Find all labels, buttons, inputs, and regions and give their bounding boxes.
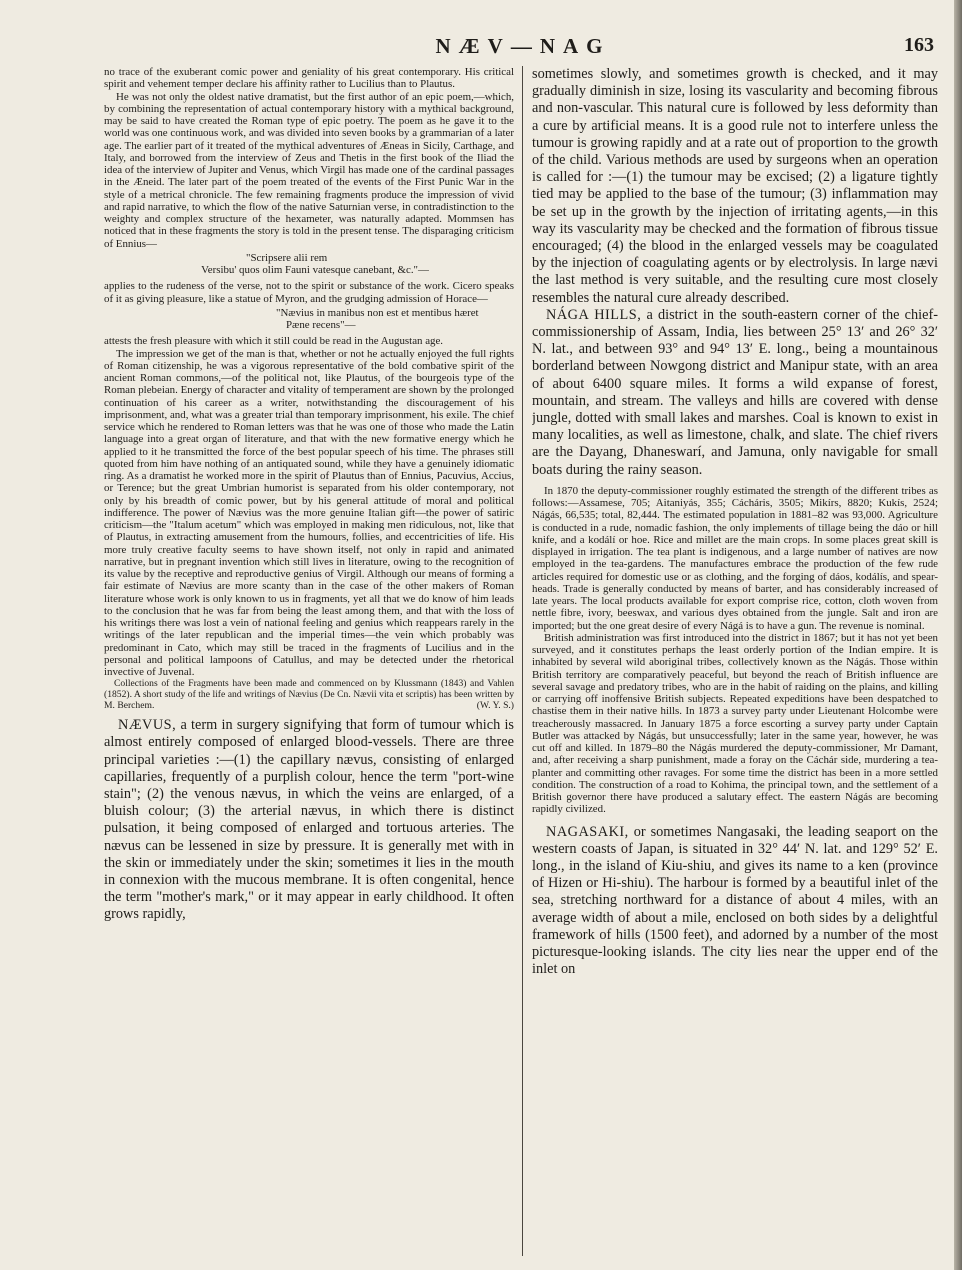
quotation-horace [104,307,514,332]
author-signature: (W. Y. S.) [476,700,514,712]
naevus-article [104,717,514,923]
page-header [104,30,942,60]
article-text: a district in the south-eastern corner of the chief-commissionership of Assam, India, lies between 25° 13′ and 26° 32′ N. lat., and between 93° and 94° 13′ E. long., being a mountainous borderland between Nowgong district and Manipur state, with an area of about 6400 square miles. It forms a wild expanse of forest, mountain, and stream. The valleys and hills are covered with dense jungle, dotted with small lakes and marshes. Coal is known to exist in many localities, as well as limestone, chalk, and slate. The chief rivers are the Dayang, Dhaneswarí, and Jamuna, only navigable for small boats during the rainy season. [532,306,938,478]
quotation-ennius [104,252,514,277]
column-divider [522,66,523,1256]
naevus-article-continued [532,66,938,479]
left-column [104,66,514,1264]
running-head: NÆV—NAG [435,34,611,58]
headword: NÆVUS, [118,717,177,734]
nagasaki-article [532,824,938,979]
paragraph: no trace of the exuberant comic power and geniality of his great contemporary. His critical spirit and vehement temper declare his affinity rather to Lucilius than to Plautus. [104,66,514,91]
article-text: or sometimes Nangasaki, the leading seaport on the western coasts of Japan, is situated in 32° 44′ N. lat. and 129° 52′ E. long., in the island of Kiu-shiu, and gives its name to a ken (province of Hizen or Hi-shiu). The harbour is formed by a beautiful inlet of the sea, stretching northward for a distance of about 4 miles, with an average width of about a mile, enclosed on both sides by a delightful framework of hills (1500 feet), and adorned by a number of the most picturesque-looking islands. The city lies near the upper end of the inlet on [532,823,938,978]
naga-hills-article [532,307,938,479]
naevius-article-end [104,66,514,678]
quote-line: "Scripsere alii rem [246,251,328,264]
paragraph: attests the fresh pleasure with which it still could be read in the Augustan age. [104,335,444,348]
bibliography-note [104,678,514,711]
paragraph: He was not only the oldest native dramatist, but the first author of an epic poem,—which, by combining the representation of actual contemporary history with a mythical background, may be said to have created the Roman type of epic poetry. The poem as he gave it to the world was one continuous work, and was divided into seven books by a grammarian of a later age. The earlier part of it treated of the mythical adventures of Æneas in Sicily, Carthage, and Italy, and borrowed from the interview of Zeus and Thetis in the first book of the Iliad the idea of the interview of Jupiter and Venus, which Virgil has made one of the cardinal passages in the Æneid. The later part of the poem treated of the events of the First Punic War in the style of a metrical chronicle. The few remaining fragments produce the impression of vivid and rapid narrative, to which the flow of the native Saturnian verse, in contradistinction to the weighty and complex structure of the hexameter, was naturally adapted. Mommsen has noticed that in these fragments the story is told in the present tense. The disparaging criticism of Ennius— [104,90,514,250]
headword: NAGASAKI, [546,823,629,840]
quote-line: Pæne recens"— [286,319,356,331]
paragraph: In 1870 the deputy-commissioner roughly estimated the strength of the different tribes as follows:—Assamese, 705; Aitaniyás, 355; Cácháris, 3505; Mikírs, 8820; Kukís, 2524; Nágás, 66,535; total, 82,444. The estimated population in 1881–82 was 93,000. Agriculture is conducted in a rude, nomadic fashion, the only implements of tillage being the dáo or hill knife, and a kodálí or hoe. Rice and millet are the main crops. In some places great skill is displayed in irrigation. The tea plant is indigenous, and a large number of natives are now employed in the tea-gardens. The manufactures embrace the production of the few rude articles required for domestic use or as clothing, and the forging of dáos, kodálís, and spear-heads. Trade is generally conducted by means of barter, and has considerably increased of late years. The local products available for export comprise rice, cotton, cloth woven from nettle fibre, ivory, beeswax, and various dyes obtained from the jungle. Salt and iron are imported; but the one great desire of every Nágá is to have a gun. The revenue is nominal. [532,484,938,632]
paragraph: British administration was first introduced into the district in 1867; but it has not yet been surveyed, and it constitutes perhaps the least orderly portion of the Indian empire. It is inhabited by several wild aboriginal tribes, collectively known as the Nágás. Those within British territory are comparatively peaceful, but beyond the reach of British influence are several savage and predatory tribes, who are in the habit of raiding on the plains, and killing or carrying off inoffensive British subjects. Repeated expeditions have been despatched to chastise them in their native hills. In 1873 a survey party under Lieutenant Holcombe were treacherously massacred. In January 1875 a force escorting a survey party under Captain Butler was attacked by Nágás, but unsuccessfully; later in the same year, however, he was cut off and killed. In 1879–80 the Nágás murdered the deputy-commissioner, Mr Damant, and, after receiving a sharp punishment, made a foray on the Cáchár side, murdering a tea-planter and committing other ravages. For some time the district has been in a more settled condition. The construction of a road to Kohima, the principal town, and the settlement of a British governor there have produced a salutary effect. The eastern Nágás are becoming rapidly civilized. [532,631,938,816]
quote-line: Versibu' quos olim Fauni vatesque canebant, &c."— [201,264,429,276]
naga-hills-details [532,485,938,816]
article-text: a term in surgery signifying that form of tumour which is almost entirely composed of enlarged blood-vessels. There are three principal varieties :—(1) the capillary nævus, consisting of enlarged capillaries, frequently of a purplish colour, hence the term "port-wine stain"; (2) the venous nævus, in which the veins are enlarged, of a bluish colour; (3) the arterial nævus, in which there is distinct pulsation, it being composed of enlarged and tortuous arteries. The nævus can be lessened in size by pressure. It is generally met with in the skin or immediately under the skin; sometimes it lies in the mouth in connexion with the mucous membrane. It is often congenital, hence the term "mother's mark," or it may appear in early childhood. It often grows rapidly, [104,717,514,923]
note-text: Collections of the Fragments have been made and commenced on by Klussmann (1843) and Vahlen (1852). A short study of the life and writings of Nævius (De Cn. Nævii vita et scriptis) has been written by M. Berchem. [104,678,514,712]
headword: NÁGA HILLS, [546,306,642,323]
page-number: 163 [904,34,934,56]
paragraph: applies to the rudeness of the verse, not to the spirit or substance of the work. Cicero speaks of it as giving pleasure, like a statue of Myron, and the grudging admission of Horace— [104,280,514,305]
right-column [532,66,938,1264]
quote-line: "Nævius in manibus non est et mentibus hæret [276,306,479,319]
paragraph: sometimes slowly, and sometimes growth is checked, and it may gradually diminish in size, losing its vascularity and becoming fibrous and non-vascular. This natural cure is followed by less deformity than a cure by artificial means. It is a good rule not to interfere unless the tumour is growing rapidly and at a rate out of proportion to the growth of the child. Various methods are used by surgeons when an operation is called for :—(1) the tumour may be excised; (2) a ligature tightly tied may be applied to the base of the tumour; (3) inflammation may be set up in the growth by the injection of irritating agents,—in this way its vascularity may be checked and the formation of fibrous tissue encouraged; (4) the blood in the enlarged vessels may be coagulated by the injection of coagulating agents or by electrolysis. In large nævi the last method is very suitable, and the resulting cure most closely resembles the natural cure already described. [532,66,938,306]
page-edge-shadow [954,0,962,1270]
paragraph: The impression we get of the man is that, whether or not he actually enjoyed the full rights of Roman citizenship, he was a vigorous representative of the bold combative spirit of the ancient Roman commons,—of the political not, like Plautus, of the bourgeois type of the Roman plebeian. Energy of character and vitality of temperament are shown by the prolonged continuation of his career as a writer, notwithstanding the discouragement of his imprisonment, and, what was a greater trial than temporary imprisonment, his exile. The chief service which he rendered to Roman letters was that he was one of those who made the Latin language into a great organ of literature, and that with the new formative energy which he applied to it he transmitted the force of the best popular speech of his time. The phrases still quoted from him have nothing of an antiquated sound, while they have a genuinely idiomatic ring. As a dramatist he worked more in the spirit of Plautus than of Ennius, Pacuvius, Accius, or Terence; but the great Umbrian humorist is separated from his older contemporary, not only by his breadth of comic power, but by his general attitude of moral and political indifference. The power of Nævius was the more genuine Italian gift—the power of satiric criticism—the "Italum acetum" which was employed in making men ridiculous, not, like that of Plautus, in extracting amusement from the humours, follies, and eccentricities of life. His more truly creative faculty seems to have shown itself, not only in rapid and animated narrative, but in pregnant invention which still lives in literature, owing to the recognition of its value by the receptive and reproductive genius of Virgil. Although our means of forming a fair estimate of Nævius are more scanty than in the case of the other makers of Roman literature whose work is only known to us in fragments, yet all that we do know of him leads to the conclusion that he was far from being the least among them, and that with the loss of his writings there was lost a vein of national feeling and genius which reappears rarely in the writings of the later republican and the imperial times—the vein which probably was predominant in Cato, which may still be traced in the fragments of Lucilius and in the personal and political lampoons of Catullus, and may be detected under the rhetorical invective of Juvenal. [104,347,514,678]
